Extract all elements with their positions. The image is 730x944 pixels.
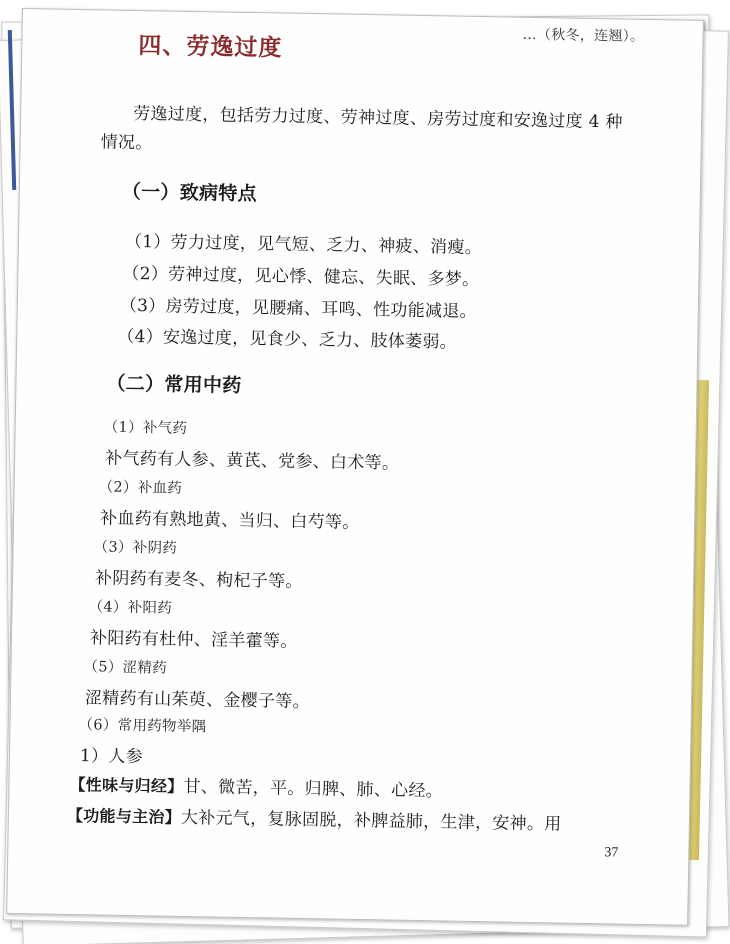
- herb-group-text: 补阴药有麦冬、枸杞子等。: [94, 568, 303, 592]
- properties-line: [69, 770, 443, 802]
- herb-example-item: 1）人参: [79, 746, 144, 768]
- herb-group-text: 补阳药有杜仲、淫羊藿等。: [89, 628, 298, 652]
- functions-text: 大补元气，复脉固脱，补脾益肺，生津，安神。用: [180, 807, 562, 835]
- list-item: （1）劳力过度，见气短、乏力、神疲、消瘦。: [124, 231, 483, 259]
- previous-page-tail-text: …（秋冬，连翘）。: [522, 26, 645, 45]
- intro-paragraph-line-2: 情况。: [100, 132, 153, 154]
- herb-group-label: （1）补气药: [103, 419, 188, 437]
- herb-examples-label: （6）常用药物举隅: [78, 717, 207, 736]
- properties-text: 甘、微苦，平。归脾、肺、心经。: [183, 776, 444, 802]
- functions-line: [67, 801, 562, 835]
- herb-group-label: （2）补血药: [98, 479, 183, 497]
- herb-group-text: 补气药有人参、黄芪、党参、白术等。: [104, 448, 400, 474]
- herb-group-label: （5）涩精药: [83, 659, 168, 677]
- page-content: [7, 9, 703, 925]
- herb-group-label: （3）补阴药: [93, 539, 178, 557]
- herb-group-label: （4）补阳药: [88, 599, 173, 617]
- list-item: （3）房劳过度，见腰痛、耳鸣、性功能减退。: [119, 295, 478, 322]
- functions-label: 【功能与主治】: [66, 805, 182, 827]
- list-item: （4）安逸过度，见食少、乏力、肢体萎弱。: [117, 326, 458, 353]
- book-page: [6, 8, 704, 926]
- intro-paragraph-line-1: 劳逸过度，包括劳力过度、劳神过度、房劳过度和安逸过度 4 种: [132, 103, 623, 133]
- page-number: 37: [604, 845, 619, 861]
- herb-group-text: 涩精药有山茱萸、金樱子等。: [84, 688, 311, 713]
- chapter-title: 四、劳逸过度: [138, 32, 283, 62]
- section-title-common-herbs: （二）常用中药: [106, 372, 242, 397]
- section-title-characteristics: （一）致病特点: [121, 180, 258, 206]
- herb-group-text: 补血药有熟地黄、当归、白芍等。: [99, 508, 360, 533]
- list-item: （2）劳神过度，见心悸、健忘、失眠、多梦。: [122, 263, 480, 291]
- properties-label: 【性味与归经】: [69, 774, 184, 796]
